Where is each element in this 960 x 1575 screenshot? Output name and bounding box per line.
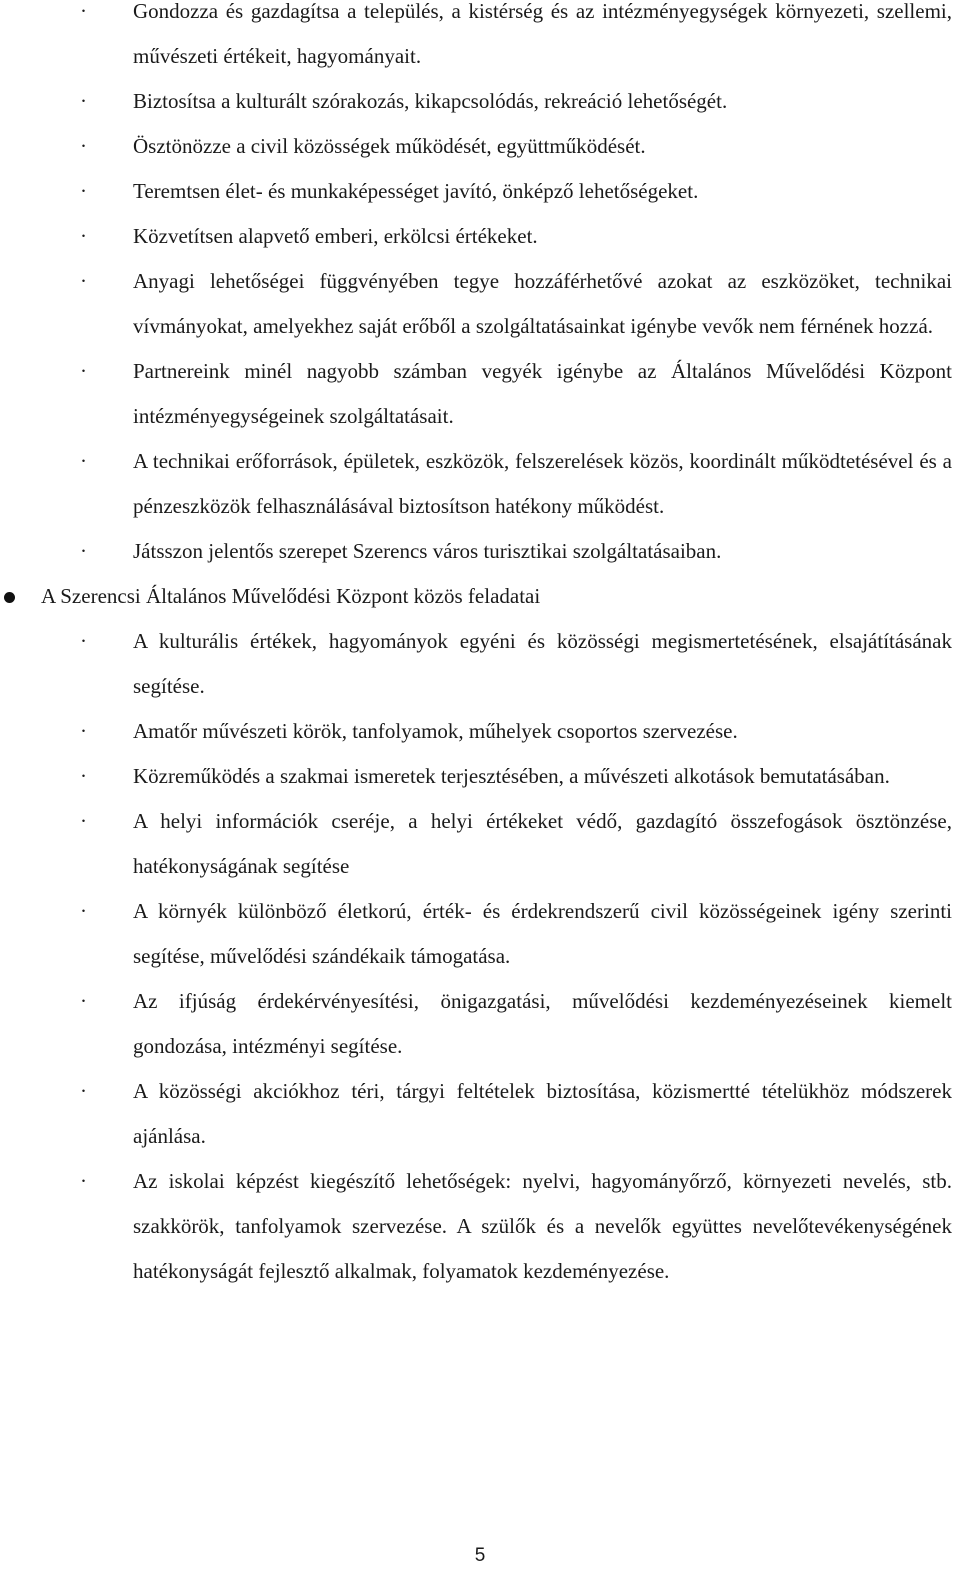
list-item-text: Az ifjúság érdekérvényesítési, önigazgatási, művelődési kezdeményezéseinek kiemelt gondozása, intézményi segítése. — [133, 989, 952, 1058]
list-item — [0, 214, 960, 259]
list-item — [0, 889, 960, 979]
list-item — [0, 709, 960, 754]
list-marker: · — [80, 629, 87, 653]
section-heading — [0, 574, 960, 619]
list-marker: · — [80, 539, 87, 563]
list-item — [0, 1069, 960, 1159]
list-item-text: Ösztönözze a civil közösségek működését, együttműködését. — [133, 134, 646, 158]
list-item-text: Közvetítsen alapvető emberi, erkölcsi értékeket. — [133, 224, 538, 248]
list-item — [0, 439, 960, 529]
list-marker: · — [80, 269, 87, 293]
list-item-text: A közösségi akciókhoz téri, tárgyi feltételek biztosítása, közismertté tételükhöz módszerek ajánlása. — [133, 1079, 952, 1148]
list-marker: · — [80, 899, 87, 923]
list-item-text: Teremtsen élet- és munkaképességet javító, önképző lehetőségeket. — [133, 179, 699, 203]
list-item — [0, 0, 960, 79]
list-item — [0, 1159, 960, 1294]
list-marker: · — [80, 764, 87, 788]
list-item-text: Biztosítsa a kulturált szórakozás, kikapcsolódás, rekreáció lehetőségét. — [133, 89, 728, 113]
list-item-text: A technikai erőforrások, épületek, eszközök, felszerelések közös, koordinált működtetésével és a pénzeszközök felhasználásával biztosítson hatékony működést. — [133, 449, 952, 518]
list-item — [0, 619, 960, 709]
list-marker: · — [80, 989, 87, 1013]
list-marker: · — [80, 449, 87, 473]
section-heading-text: A Szerencsi Általános Művelődési Központ közös feladatai — [41, 584, 541, 608]
list-marker: · — [80, 1079, 87, 1103]
list-marker: · — [80, 134, 87, 158]
bullet-icon — [4, 592, 15, 603]
list-item-text: Az iskolai képzést kiegészítő lehetőségek: nyelvi, hagyományőrző, környezeti nevelés, stb. szakkörök, tanfolyamok szervezése. A szülők és a nevelők együttes nevelőtevékenységének hatékonyságát fejlesztő alkalmak, folyamatok kezdeményezése. — [133, 1169, 952, 1283]
list-item — [0, 799, 960, 889]
list-item — [0, 79, 960, 124]
list-marker: · — [80, 1169, 87, 1193]
list-item-text: Amatőr művészeti körök, tanfolyamok, műhelyek csoportos szervezése. — [133, 719, 738, 743]
list-marker: · — [80, 0, 87, 23]
list-item — [0, 979, 960, 1069]
list-item — [0, 349, 960, 439]
list-item-text: Játsszon jelentős szerepet Szerencs város turisztikai szolgáltatásaiban. — [133, 539, 722, 563]
list-marker: · — [80, 224, 87, 248]
list-item — [0, 259, 960, 349]
list-item-text: A helyi információk cseréje, a helyi értékeket védő, gazdagító összefogások ösztönzése, hatékonyságának segítése — [133, 809, 952, 878]
list-item-text: A kulturális értékek, hagyományok egyéni és közösségi megismertetésének, elsajátításának segítése. — [133, 629, 952, 698]
list-item-text: Partnereink minél nagyobb számban vegyék igénybe az Általános Művelődési Központ intézményegységeinek szolgáltatásait. — [133, 359, 952, 428]
list-marker: · — [80, 89, 87, 113]
list-marker: · — [80, 359, 87, 383]
list-item-text: Gondozza és gazdagítsa a település, a kistérség és az intézményegységek környezeti, szellemi, művészeti értékeit, hagyományait. — [133, 0, 952, 68]
page-number: 5 — [474, 1545, 486, 1566]
list-item — [0, 124, 960, 169]
list-item — [0, 529, 960, 574]
list-item — [0, 754, 960, 799]
list-item — [0, 169, 960, 214]
list-marker: · — [80, 809, 87, 833]
list-item-text: Közreműködés a szakmai ismeretek terjesztésében, a művészeti alkotások bemutatásában. — [133, 764, 890, 788]
list-marker: · — [80, 179, 87, 203]
list-item-text: Anyagi lehetőségei függvényében tegye hozzáférhetővé azokat az eszközöket, technikai vívmányokat, amelyekhez saját erőből a szolgáltatásainkat igénybe vevők nem férnének hozzá. — [133, 269, 952, 338]
list-item-text: A környék különböző életkorú, érték- és érdekrendszerű civil közösségeinek igény szerinti segítése, művelődési szándékaik támogatása. — [133, 899, 952, 968]
list-marker: · — [80, 719, 87, 743]
